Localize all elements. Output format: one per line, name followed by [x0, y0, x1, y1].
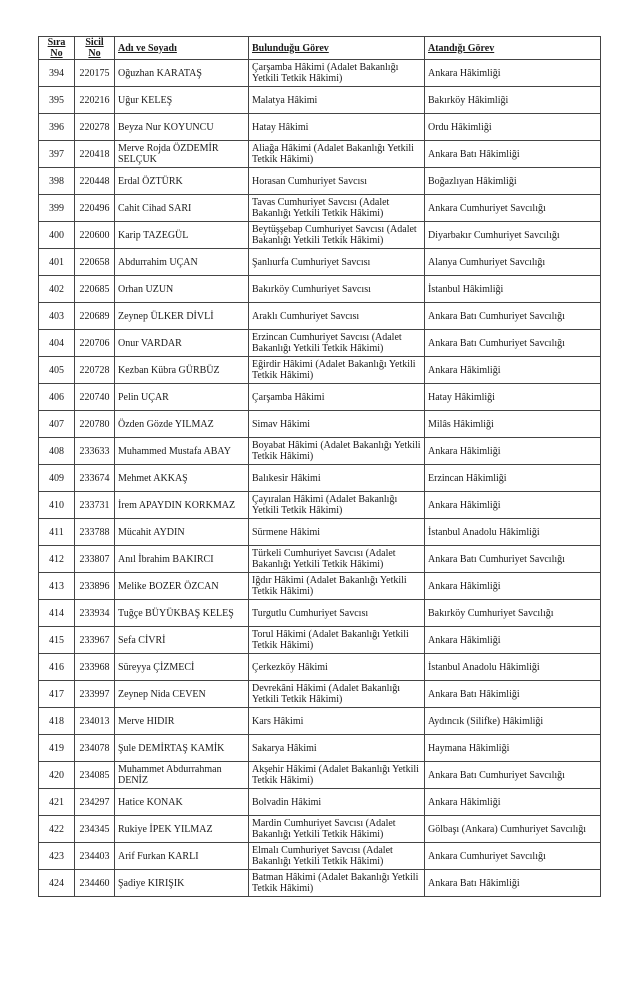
table-row — [39, 789, 601, 816]
cell-assigned-position: Ankara Hâkimliği — [425, 492, 601, 519]
cell-name: Karip TAZEGÜL — [115, 222, 249, 249]
cell-sira-no: 412 — [39, 546, 75, 573]
cell-current-position: Çarşamba Hâkimi (Adalet Bakanlığı Yetkili Tetkik Hâkimi) — [249, 60, 425, 87]
cell-sicil-no: 220740 — [75, 384, 115, 411]
table-row — [39, 276, 601, 303]
table-row — [39, 411, 601, 438]
cell-assigned-position: Gölbaşı (Ankara) Cumhuriyet Savcılığı — [425, 816, 601, 843]
cell-name: Şadiye KIRIŞIK — [115, 870, 249, 897]
cell-name: Uğur KELEŞ — [115, 87, 249, 114]
cell-sira-no: 416 — [39, 654, 75, 681]
table-row — [39, 87, 601, 114]
cell-sicil-no: 220448 — [75, 168, 115, 195]
cell-sira-no: 418 — [39, 708, 75, 735]
table-row — [39, 222, 601, 249]
cell-sira-no: 415 — [39, 627, 75, 654]
cell-sicil-no: 220216 — [75, 87, 115, 114]
cell-sira-no: 414 — [39, 600, 75, 627]
cell-sira-no: 419 — [39, 735, 75, 762]
table-row — [39, 492, 601, 519]
cell-assigned-position: Aydıncık (Silifke) Hâkimliği — [425, 708, 601, 735]
cell-current-position: Akşehir Hâkimi (Adalet Bakanlığı Yetkili Tetkik Hâkimi) — [249, 762, 425, 789]
table-row — [39, 843, 601, 870]
cell-assigned-position: Milâs Hâkimliği — [425, 411, 601, 438]
table-row — [39, 438, 601, 465]
cell-sira-no: 401 — [39, 249, 75, 276]
cell-name: Anıl İbrahim BAKIRCI — [115, 546, 249, 573]
cell-sira-no: 398 — [39, 168, 75, 195]
table-row — [39, 384, 601, 411]
cell-name: Kezban Kübra GÜRBÜZ — [115, 357, 249, 384]
cell-assigned-position: Ankara Batı Hâkimliği — [425, 681, 601, 708]
cell-sira-no: 413 — [39, 573, 75, 600]
table-row — [39, 573, 601, 600]
cell-sicil-no: 233807 — [75, 546, 115, 573]
cell-sicil-no: 220175 — [75, 60, 115, 87]
cell-name: Onur VARDAR — [115, 330, 249, 357]
cell-sicil-no: 234403 — [75, 843, 115, 870]
cell-sicil-no: 220658 — [75, 249, 115, 276]
cell-sicil-no: 220689 — [75, 303, 115, 330]
cell-assigned-position: Ankara Cumhuriyet Savcılığı — [425, 843, 601, 870]
cell-name: Arif Furkan KARLI — [115, 843, 249, 870]
table-header — [39, 37, 601, 60]
cell-current-position: Sakarya Hâkimi — [249, 735, 425, 762]
cell-sicil-no: 234297 — [75, 789, 115, 816]
cell-name: Tuğçe BÜYÜKBAŞ KELEŞ — [115, 600, 249, 627]
cell-sira-no: 403 — [39, 303, 75, 330]
cell-assigned-position: Ankara Hâkimliği — [425, 438, 601, 465]
table-row — [39, 681, 601, 708]
cell-sicil-no: 220780 — [75, 411, 115, 438]
cell-assigned-position: Diyarbakır Cumhuriyet Savcılığı — [425, 222, 601, 249]
cell-assigned-position: Bakırköy Hâkimliği — [425, 87, 601, 114]
table-row — [39, 330, 601, 357]
cell-sira-no: 407 — [39, 411, 75, 438]
header-ad-soyad: Adı ve Soyadı — [115, 37, 249, 60]
header-atandigi-gorev: Atandığı Görev — [425, 37, 601, 60]
table-row — [39, 735, 601, 762]
header-sicil-no: Sicil No — [75, 37, 115, 60]
cell-current-position: Devrekâni Hâkimi (Adalet Bakanlığı Yetkili Tetkik Hâkimi) — [249, 681, 425, 708]
cell-assigned-position: Ankara Batı Cumhuriyet Savcılığı — [425, 546, 601, 573]
table-row — [39, 168, 601, 195]
table-row — [39, 141, 601, 168]
cell-assigned-position: Ordu Hâkimliği — [425, 114, 601, 141]
table-row — [39, 195, 601, 222]
header-row — [39, 37, 601, 60]
cell-current-position: Şanlıurfa Cumhuriyet Savcısı — [249, 249, 425, 276]
cell-assigned-position: Ankara Batı Cumhuriyet Savcılığı — [425, 762, 601, 789]
cell-current-position: Torul Hâkimi (Adalet Bakanlığı Yetkili Tetkik Hâkimi) — [249, 627, 425, 654]
table-row — [39, 762, 601, 789]
cell-assigned-position: Boğazlıyan Hâkimliği — [425, 168, 601, 195]
assignment-list-page — [38, 36, 600, 897]
cell-sira-no: 396 — [39, 114, 75, 141]
cell-sicil-no: 233967 — [75, 627, 115, 654]
cell-name: Mehmet AKKAŞ — [115, 465, 249, 492]
cell-sicil-no: 220418 — [75, 141, 115, 168]
cell-current-position: Sürmene Hâkimi — [249, 519, 425, 546]
cell-name: Rukiye İPEK YILMAZ — [115, 816, 249, 843]
cell-sira-no: 408 — [39, 438, 75, 465]
cell-sicil-no: 233934 — [75, 600, 115, 627]
cell-name: Muhammed Mustafa ABAY — [115, 438, 249, 465]
cell-sicil-no: 233731 — [75, 492, 115, 519]
cell-name: Sefa CİVRİ — [115, 627, 249, 654]
cell-sira-no: 394 — [39, 60, 75, 87]
cell-sicil-no: 233633 — [75, 438, 115, 465]
cell-current-position: Boyabat Hâkimi (Adalet Bakanlığı Yetkili Tetkik Hâkimi) — [249, 438, 425, 465]
table-row — [39, 654, 601, 681]
cell-current-position: Aliağa Hâkimi (Adalet Bakanlığı Yetkili Tetkik Hâkimi) — [249, 141, 425, 168]
cell-assigned-position: Bakırköy Cumhuriyet Savcılığı — [425, 600, 601, 627]
cell-sira-no: 402 — [39, 276, 75, 303]
cell-sira-no: 397 — [39, 141, 75, 168]
cell-sicil-no: 234078 — [75, 735, 115, 762]
cell-sira-no: 422 — [39, 816, 75, 843]
cell-name: Merve HIDIR — [115, 708, 249, 735]
cell-assigned-position: Haymana Hâkimliği — [425, 735, 601, 762]
cell-assigned-position: Ankara Hâkimliği — [425, 60, 601, 87]
cell-assigned-position: Alanya Cumhuriyet Savcılığı — [425, 249, 601, 276]
cell-current-position: Çarşamba Hâkimi — [249, 384, 425, 411]
cell-current-position: Türkeli Cumhuriyet Savcısı (Adalet Bakanlığı Yetkili Tetkik Hâkimi) — [249, 546, 425, 573]
table-row — [39, 546, 601, 573]
table-row — [39, 249, 601, 276]
cell-name: Beyza Nur KOYUNCU — [115, 114, 249, 141]
cell-name: Zeynep ÜLKER DİVLİ — [115, 303, 249, 330]
cell-current-position: Hatay Hâkimi — [249, 114, 425, 141]
cell-current-position: Malatya Hâkimi — [249, 87, 425, 114]
table-row — [39, 303, 601, 330]
table-row — [39, 627, 601, 654]
cell-assigned-position: Ankara Hâkimliği — [425, 627, 601, 654]
cell-assigned-position: İstanbul Anadolu Hâkimliği — [425, 654, 601, 681]
cell-current-position: Horasan Cumhuriyet Savcısı — [249, 168, 425, 195]
cell-sira-no: 420 — [39, 762, 75, 789]
cell-sicil-no: 220496 — [75, 195, 115, 222]
cell-assigned-position: Erzincan Hâkimliği — [425, 465, 601, 492]
cell-sira-no: 405 — [39, 357, 75, 384]
cell-assigned-position: Ankara Cumhuriyet Savcılığı — [425, 195, 601, 222]
cell-current-position: Simav Hâkimi — [249, 411, 425, 438]
cell-sicil-no: 220728 — [75, 357, 115, 384]
cell-name: Hatice KONAK — [115, 789, 249, 816]
cell-sira-no: 421 — [39, 789, 75, 816]
cell-name: Cahit Cihad SARI — [115, 195, 249, 222]
cell-assigned-position: Ankara Hâkimliği — [425, 789, 601, 816]
table-row — [39, 60, 601, 87]
cell-current-position: Batman Hâkimi (Adalet Bakanlığı Yetkili Tetkik Hâkimi) — [249, 870, 425, 897]
table-row — [39, 870, 601, 897]
cell-sicil-no: 220685 — [75, 276, 115, 303]
cell-sicil-no: 233896 — [75, 573, 115, 600]
cell-name: Melike BOZER ÖZCAN — [115, 573, 249, 600]
cell-current-position: Çayıralan Hâkimi (Adalet Bakanlığı Yetkili Tetkik Hâkimi) — [249, 492, 425, 519]
cell-assigned-position: İstanbul Hâkimliği — [425, 276, 601, 303]
cell-sicil-no: 233997 — [75, 681, 115, 708]
cell-assigned-position: Hatay Hâkimliği — [425, 384, 601, 411]
cell-assigned-position: Ankara Batı Hâkimliği — [425, 870, 601, 897]
cell-sicil-no: 233674 — [75, 465, 115, 492]
cell-name: Özden Gözde YILMAZ — [115, 411, 249, 438]
assignment-table — [38, 36, 601, 897]
cell-current-position: Tavas Cumhuriyet Savcısı (Adalet Bakanlığı Yetkili Tetkik Hâkimi) — [249, 195, 425, 222]
header-bulundugu-gorev: Bulunduğu Görev — [249, 37, 425, 60]
table-row — [39, 816, 601, 843]
cell-current-position: Beytüşşebap Cumhuriyet Savcısı (Adalet Bakanlığı Yetkili Tetkik Hâkimi) — [249, 222, 425, 249]
cell-assigned-position: Ankara Hâkimliği — [425, 357, 601, 384]
cell-current-position: Kars Hâkimi — [249, 708, 425, 735]
table-body — [39, 60, 601, 897]
cell-assigned-position: Ankara Hâkimliği — [425, 573, 601, 600]
table-row — [39, 708, 601, 735]
cell-sira-no: 400 — [39, 222, 75, 249]
cell-sira-no: 417 — [39, 681, 75, 708]
cell-name: Zeynep Nida CEVEN — [115, 681, 249, 708]
cell-name: Mücahit AYDIN — [115, 519, 249, 546]
cell-sira-no: 399 — [39, 195, 75, 222]
cell-current-position: Araklı Cumhuriyet Savcısı — [249, 303, 425, 330]
cell-current-position: Erzincan Cumhuriyet Savcısı (Adalet Bakanlığı Yetkili Tetkik Hâkimi) — [249, 330, 425, 357]
cell-sira-no: 410 — [39, 492, 75, 519]
table-row — [39, 114, 601, 141]
cell-sira-no: 423 — [39, 843, 75, 870]
cell-sicil-no: 234013 — [75, 708, 115, 735]
table-row — [39, 357, 601, 384]
cell-name: Orhan UZUN — [115, 276, 249, 303]
cell-sicil-no: 234085 — [75, 762, 115, 789]
cell-sira-no: 395 — [39, 87, 75, 114]
cell-name: İrem APAYDIN KORKMAZ — [115, 492, 249, 519]
cell-sicil-no: 233788 — [75, 519, 115, 546]
cell-sira-no: 424 — [39, 870, 75, 897]
table-row — [39, 519, 601, 546]
cell-current-position: Turgutlu Cumhuriyet Savcısı — [249, 600, 425, 627]
cell-sicil-no: 234460 — [75, 870, 115, 897]
cell-current-position: Bakırköy Cumhuriyet Savcısı — [249, 276, 425, 303]
table-row — [39, 465, 601, 492]
cell-name: Oğuzhan KARATAŞ — [115, 60, 249, 87]
cell-name: Pelin UÇAR — [115, 384, 249, 411]
cell-name: Şule DEMİRTAŞ KAMİK — [115, 735, 249, 762]
cell-sira-no: 406 — [39, 384, 75, 411]
cell-current-position: Bolvadin Hâkimi — [249, 789, 425, 816]
cell-assigned-position: İstanbul Anadolu Hâkimliği — [425, 519, 601, 546]
cell-sicil-no: 220600 — [75, 222, 115, 249]
cell-name: Abdurrahim UÇAN — [115, 249, 249, 276]
cell-name: Merve Rojda ÖZDEMİR SELÇUK — [115, 141, 249, 168]
cell-sira-no: 411 — [39, 519, 75, 546]
cell-name: Süreyya ÇİZMECİ — [115, 654, 249, 681]
cell-sicil-no: 233968 — [75, 654, 115, 681]
cell-sira-no: 409 — [39, 465, 75, 492]
cell-current-position: Balıkesir Hâkimi — [249, 465, 425, 492]
cell-sicil-no: 220706 — [75, 330, 115, 357]
cell-assigned-position: Ankara Batı Hâkimliği — [425, 141, 601, 168]
cell-name: Erdal ÖZTÜRK — [115, 168, 249, 195]
cell-current-position: Elmalı Cumhuriyet Savcısı (Adalet Bakanlığı Yetkili Tetkik Hâkimi) — [249, 843, 425, 870]
table-row — [39, 600, 601, 627]
cell-name: Muhammet Abdurrahman DENİZ — [115, 762, 249, 789]
cell-current-position: Mardin Cumhuriyet Savcısı (Adalet Bakanlığı Yetkili Tetkik Hâkimi) — [249, 816, 425, 843]
header-sira-no: Sıra No — [39, 37, 75, 60]
cell-sicil-no: 234345 — [75, 816, 115, 843]
cell-assigned-position: Ankara Batı Cumhuriyet Savcılığı — [425, 303, 601, 330]
cell-current-position: Iğdır Hâkimi (Adalet Bakanlığı Yetkili Tetkik Hâkimi) — [249, 573, 425, 600]
cell-assigned-position: Ankara Batı Cumhuriyet Savcılığı — [425, 330, 601, 357]
cell-current-position: Çerkezköy Hâkimi — [249, 654, 425, 681]
cell-current-position: Eğirdir Hâkimi (Adalet Bakanlığı Yetkili Tetkik Hâkimi) — [249, 357, 425, 384]
cell-sicil-no: 220278 — [75, 114, 115, 141]
cell-sira-no: 404 — [39, 330, 75, 357]
